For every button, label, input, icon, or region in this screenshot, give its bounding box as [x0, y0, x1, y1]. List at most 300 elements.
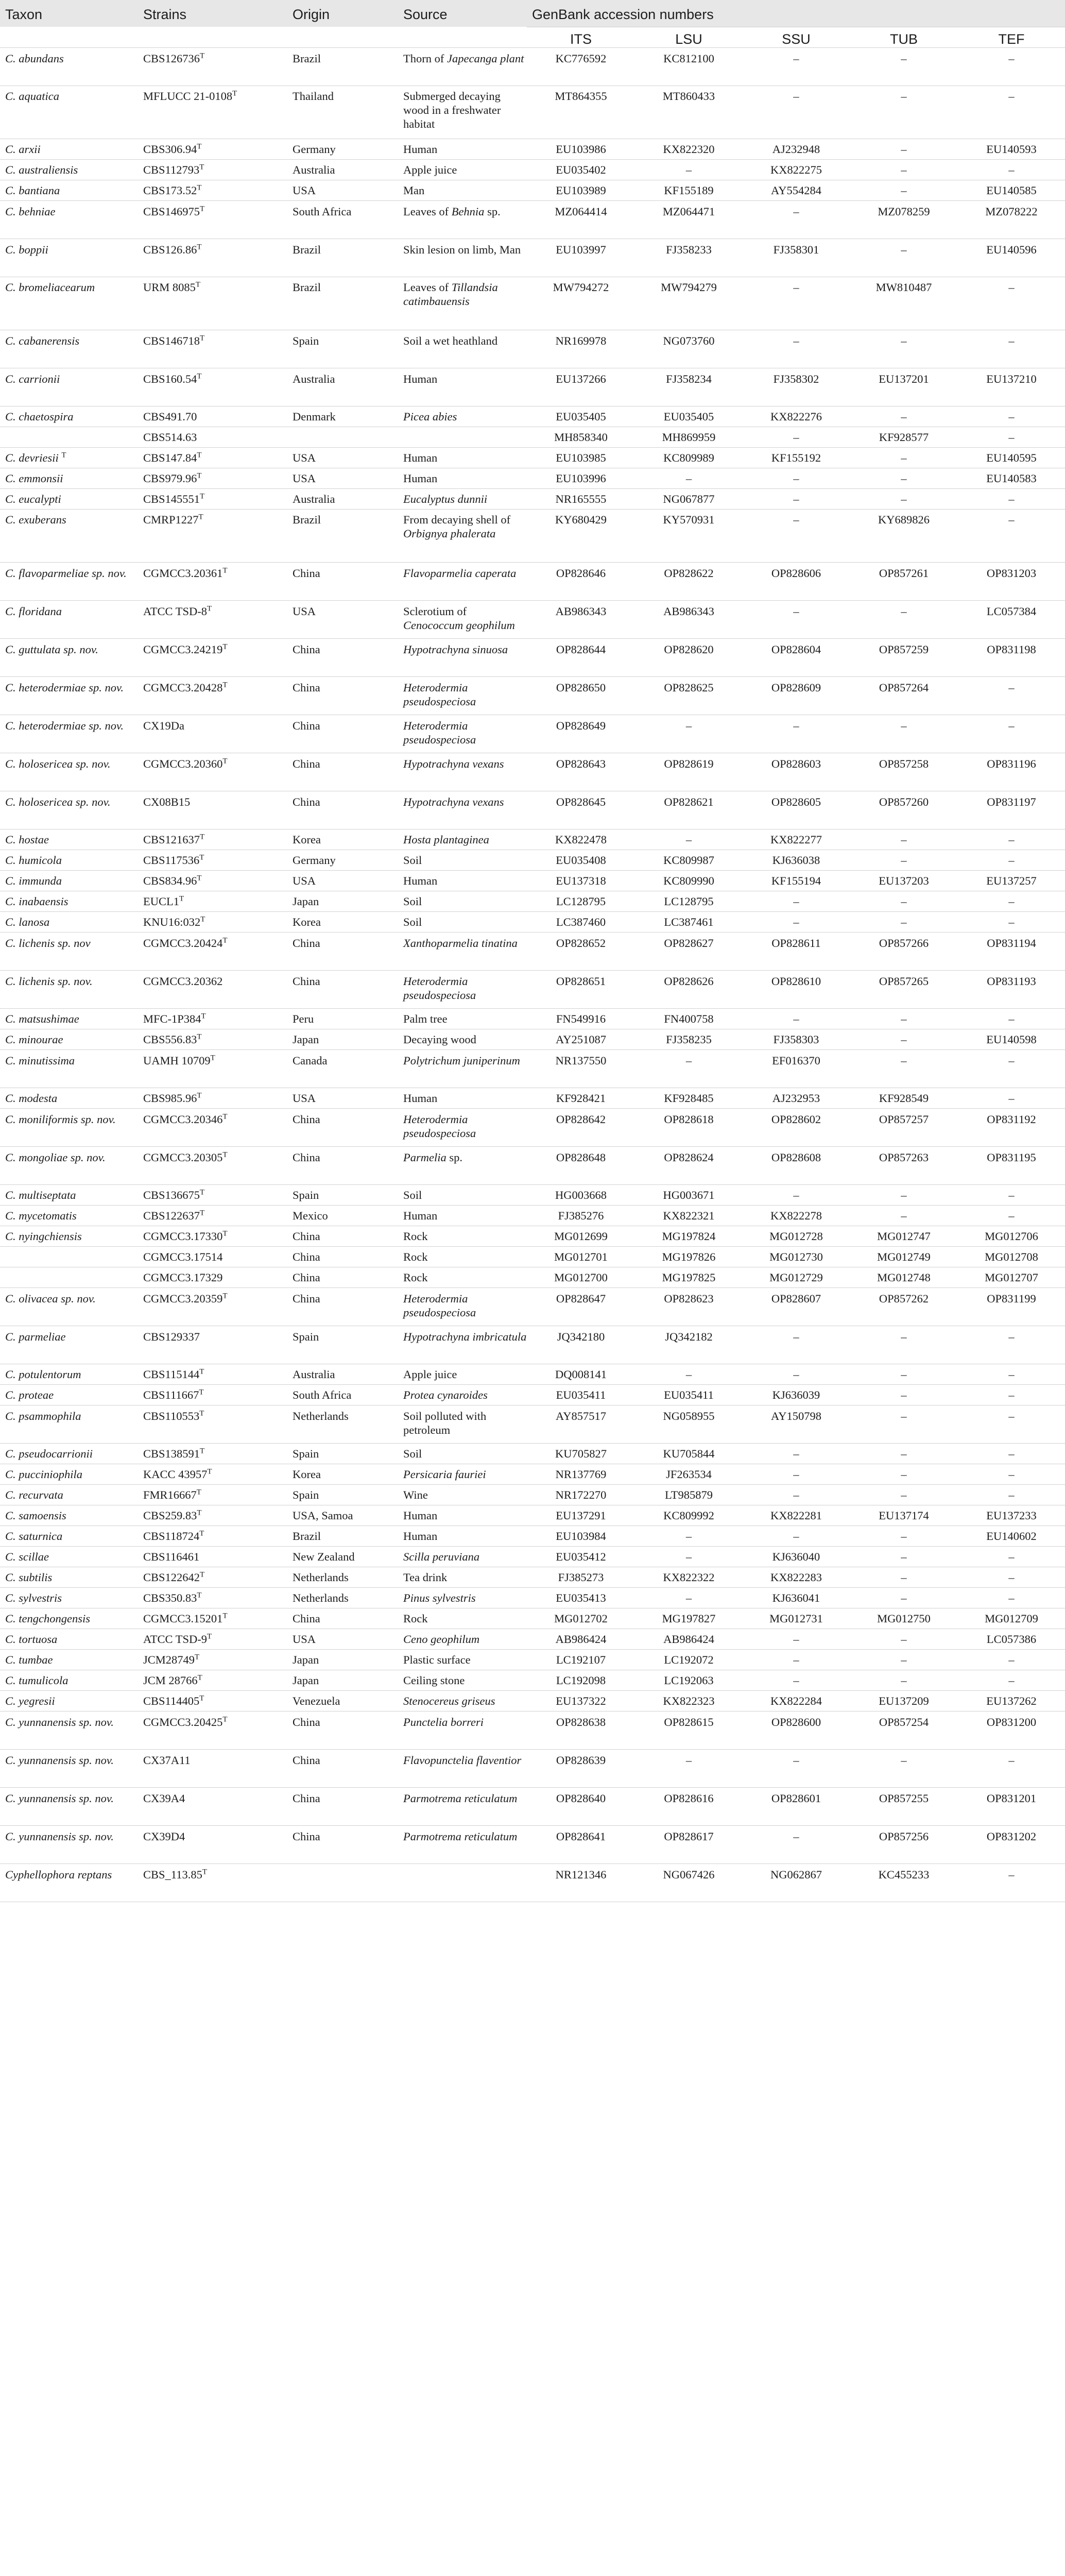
- cell-lsu: –: [685, 471, 692, 485]
- cell-tef: –: [1008, 1209, 1015, 1222]
- cell-strain: $CBS147.84^T$: [143, 451, 202, 464]
- cell-tef: OP831203: [986, 566, 1037, 580]
- cell-strain: $CGMCC3.20424^T$: [143, 936, 228, 950]
- cell-ssu: KJ636039: [772, 1388, 820, 1401]
- cell-tef: –: [1008, 1570, 1015, 1584]
- table-row: [0, 1246, 1065, 1267]
- cell-tef: –: [1008, 163, 1015, 176]
- cell-origin: Australia: [293, 492, 335, 505]
- cell-lsu: –: [685, 1367, 692, 1381]
- cell-origin: Netherlands: [293, 1409, 349, 1422]
- cell-tef: OP831194: [987, 936, 1036, 950]
- cell-lsu: LT985879: [665, 1488, 713, 1501]
- cell-ssu: MG012728: [769, 1229, 823, 1243]
- cell-taxon: C. tumulicola: [5, 1673, 68, 1687]
- header-spacer: [398, 27, 527, 47]
- cell-strain: $CBS110553^T$: [143, 1409, 204, 1422]
- table-row: [0, 1464, 1065, 1484]
- cell-tub: OP857263: [879, 1150, 929, 1164]
- cell-lsu: OP828615: [664, 1715, 714, 1728]
- cell-source: Wine: [403, 1488, 428, 1501]
- cell-tef: –: [1008, 833, 1015, 846]
- cell-tub: –: [901, 1032, 907, 1046]
- cell-tef: LC057386: [986, 1632, 1037, 1646]
- cell-origin: China: [293, 1829, 320, 1843]
- cell-tef: –: [1008, 1753, 1015, 1767]
- cell-taxon: C. subtilis: [5, 1570, 53, 1584]
- cell-taxon: C. modesta: [5, 1091, 58, 1105]
- cell-taxon: C. bromeliacearum: [5, 280, 95, 294]
- cell-strain: $CBS122637^T$: [143, 1209, 205, 1222]
- cell-tef: MZ078222: [985, 205, 1038, 218]
- cell-source: Tea drink: [403, 1570, 448, 1584]
- cell-tub: MG012749: [877, 1250, 931, 1263]
- table-row: [0, 1146, 1065, 1184]
- table-row: [0, 1649, 1065, 1670]
- cell-taxon: C. australiensis: [5, 163, 78, 176]
- cell-ssu: KF155192: [771, 451, 821, 464]
- cell-tef: MG012708: [985, 1250, 1038, 1263]
- cell-ssu: –: [793, 205, 799, 218]
- cell-its: OP828649: [556, 719, 606, 732]
- cell-taxon: C. behniae: [5, 205, 56, 218]
- cell-origin: Denmark: [293, 410, 336, 423]
- cell-tef: –: [1008, 1188, 1015, 1201]
- cell-ssu: –: [793, 492, 799, 505]
- cell-taxon: C. tortuosa: [5, 1632, 58, 1646]
- cell-ssu: –: [793, 1330, 799, 1343]
- cell-strain: URM $8085^T$: [143, 280, 201, 294]
- cell-lsu: KU705844: [663, 1447, 715, 1460]
- cell-source: Parmelia sp.: [403, 1150, 463, 1164]
- cell-strain: $CBS122642^T$: [143, 1570, 205, 1584]
- cell-its: EU137318: [556, 874, 606, 887]
- cell-tub: OP857255: [879, 1791, 929, 1805]
- cell-ssu: KX822275: [770, 163, 822, 176]
- cell-taxon: C. bantiana: [5, 183, 60, 197]
- cell-lsu: MG197824: [662, 1229, 716, 1243]
- cell-origin: Brazil: [293, 52, 321, 65]
- cell-source: Submerged decaying wood in a freshwater habitat: [403, 89, 501, 130]
- cell-lsu: MT860433: [662, 89, 715, 103]
- cell-lsu: KX822320: [663, 142, 715, 156]
- table-row: [0, 829, 1065, 850]
- cell-source: Xanthoparmelia tinatina: [403, 936, 518, 950]
- cell-its: NR172270: [555, 1488, 607, 1501]
- cell-tub: –: [901, 1591, 907, 1604]
- cell-strain: $EUCL1^T$: [143, 894, 184, 908]
- cell-taxon: C. nyingchiensis: [5, 1229, 82, 1243]
- table-row: [0, 1670, 1065, 1690]
- cell-origin: USA: [293, 471, 316, 485]
- cell-tef: EU137257: [986, 874, 1037, 887]
- cell-tub: KC455233: [878, 1868, 930, 1881]
- cell-source: Flavopunctelia flaventior: [403, 1753, 522, 1767]
- cell-ssu: –: [793, 1447, 799, 1460]
- cell-taxon: C. carrionii: [5, 372, 60, 385]
- cell-taxon: C. recurvata: [5, 1488, 63, 1501]
- cell-its: OP828638: [556, 1715, 606, 1728]
- cell-lsu: JQ342182: [665, 1330, 713, 1343]
- table-row: [0, 1787, 1065, 1825]
- cell-taxon: [0, 1246, 138, 1267]
- table-row: [0, 1287, 1065, 1326]
- cell-tef: OP831200: [986, 1715, 1037, 1728]
- cell-tub: –: [901, 163, 907, 176]
- cell-tub: –: [901, 410, 907, 423]
- cell-lsu: KC809989: [663, 451, 714, 464]
- cell-source: Human: [403, 471, 438, 485]
- cell-tef: EU140595: [986, 451, 1037, 464]
- cell-origin: New Zealand: [293, 1550, 355, 1563]
- cell-strain: $CBS173.52^T$: [143, 183, 202, 197]
- cell-strain: CGMCC3.20362: [143, 974, 223, 988]
- table-row: [0, 1326, 1065, 1364]
- cell-origin: Brazil: [293, 513, 321, 526]
- cell-taxon: C. cabanerensis: [5, 334, 80, 347]
- cell-ssu: –: [793, 1488, 799, 1501]
- table-row: [0, 47, 1065, 86]
- cell-origin: China: [293, 1150, 320, 1164]
- cell-its: OP828640: [556, 1791, 606, 1805]
- cell-its: EU103996: [556, 471, 606, 485]
- cell-its: DQ008141: [555, 1367, 607, 1381]
- cell-taxon: C. exuberans: [5, 513, 66, 526]
- cell-its: EU035413: [556, 1591, 606, 1604]
- table-row: [0, 447, 1065, 468]
- cell-strain: CBS129337: [143, 1330, 200, 1343]
- cell-origin: USA: [293, 604, 316, 618]
- cell-its: MW794272: [553, 280, 609, 294]
- cell-taxon: C. mongoliae sp. nov.: [5, 1150, 106, 1164]
- cell-tef: –: [1008, 410, 1015, 423]
- table-row: [0, 200, 1065, 239]
- cell-tub: –: [901, 894, 907, 908]
- cell-tub: –: [901, 1550, 907, 1563]
- cell-strain: $CBS979.96^T$: [143, 471, 202, 485]
- cell-taxon: C. minutissima: [5, 1054, 75, 1067]
- cell-source: Sclerotium of Cenococcum geophilum: [403, 604, 515, 632]
- cell-ssu: OP828607: [771, 1292, 821, 1305]
- table-row: [0, 1029, 1065, 1049]
- cell-ssu: KX822284: [770, 1694, 822, 1707]
- cell-strain: $CBS114405^T$: [143, 1694, 204, 1707]
- cell-tub: –: [901, 1188, 907, 1201]
- cell-strain: $CGMCC3.20346^T$: [143, 1112, 228, 1126]
- cell-tub: EU137203: [879, 874, 929, 887]
- cell-tef: EU140593: [986, 142, 1037, 156]
- cell-lsu: FN400758: [664, 1012, 714, 1025]
- table-row: [0, 676, 1065, 715]
- cell-ssu: OP828606: [771, 566, 821, 580]
- cell-strain: $CBS556.83^T$: [143, 1032, 202, 1046]
- cell-lsu: –: [685, 1591, 692, 1604]
- cell-source: Hypotrachyna vexans: [403, 757, 504, 770]
- cell-taxon: [0, 427, 138, 447]
- cell-strain: UAMH $10709^T$: [143, 1054, 215, 1067]
- cell-tef: –: [1008, 1653, 1015, 1666]
- cell-taxon: C. yunnanensis sp. nov.: [5, 1715, 114, 1728]
- cell-source: Hypotrachyna sinuosa: [403, 642, 508, 656]
- cell-source: Apple juice: [403, 163, 457, 176]
- cell-tub: MZ078259: [878, 205, 930, 218]
- cell-strain: $CBS138591^T$: [143, 1447, 205, 1460]
- cell-its: MT864355: [555, 89, 607, 103]
- cell-source: Rock: [403, 1270, 428, 1284]
- cell-tef: –: [1008, 1388, 1015, 1401]
- cell-origin: China: [293, 1753, 320, 1767]
- cell-lsu: JF263534: [666, 1467, 712, 1481]
- cell-tef: –: [1008, 1488, 1015, 1501]
- cell-tub: –: [901, 1753, 907, 1767]
- cell-source: Heterodermia pseudospeciosa: [403, 1112, 476, 1140]
- cell-ssu: KJ636041: [772, 1591, 820, 1604]
- cell-ssu: OP828610: [771, 974, 821, 988]
- table-row: [0, 791, 1065, 829]
- cell-origin: South Africa: [293, 205, 352, 218]
- cell-tub: MG012748: [877, 1270, 931, 1284]
- cell-strain: $CBS126.86^T$: [143, 243, 202, 256]
- cell-lsu: KF928485: [664, 1091, 714, 1105]
- header-spacer: [138, 27, 287, 47]
- cell-taxon: C. sylvestris: [5, 1591, 62, 1604]
- cell-its: OP828644: [556, 642, 606, 656]
- cell-taxon: C. potulentorum: [5, 1367, 81, 1381]
- cell-source: Man: [403, 183, 425, 197]
- cell-ssu: OP828605: [771, 795, 821, 808]
- cell-lsu: –: [685, 163, 692, 176]
- cell-tub: EU137209: [879, 1694, 929, 1707]
- cell-taxon: C. proteae: [5, 1388, 54, 1401]
- cell-ssu: –: [793, 719, 799, 732]
- cell-strain: MFC-$1P384^T$: [143, 1012, 206, 1025]
- cell-tub: –: [901, 1388, 907, 1401]
- cell-origin: China: [293, 566, 320, 580]
- table-row: [0, 1546, 1065, 1567]
- cell-strain: $CBS160.54^T$: [143, 372, 202, 385]
- cell-source: [398, 1863, 527, 1902]
- cell-source: Rock: [403, 1612, 428, 1625]
- cell-ssu: MG012731: [769, 1612, 823, 1625]
- cell-origin: Brazil: [293, 1529, 321, 1543]
- cell-taxon: C. emmonsii: [5, 471, 63, 485]
- cell-origin: Germany: [293, 142, 336, 156]
- cell-source: Skin lesion on limb, Man: [403, 243, 521, 256]
- cell-source: Human: [403, 142, 438, 156]
- cell-tub: OP857262: [879, 1292, 929, 1305]
- cell-ssu: OP828600: [771, 1715, 821, 1728]
- table-body: [0, 47, 1065, 1902]
- cell-tef: –: [1008, 1330, 1015, 1343]
- cell-strain: $CGMCC3.20428^T$: [143, 681, 228, 694]
- cell-its: LC192107: [556, 1653, 606, 1666]
- cell-taxon: C. psammophila: [5, 1409, 81, 1422]
- cell-its: AY251087: [556, 1032, 606, 1046]
- cell-lsu: LC192072: [664, 1653, 714, 1666]
- table-row: [0, 468, 1065, 488]
- cell-tef: EU140583: [986, 471, 1037, 485]
- cell-origin: Spain: [293, 1330, 319, 1343]
- cell-origin: China: [293, 974, 320, 988]
- cell-tef: EU140585: [986, 183, 1037, 197]
- cell-tef: –: [1008, 1673, 1015, 1687]
- table-row: [0, 1749, 1065, 1787]
- cell-source: Rock: [403, 1250, 428, 1263]
- cell-ssu: OP828608: [771, 1150, 821, 1164]
- cell-lsu: NG067877: [663, 492, 715, 505]
- cell-lsu: NG058955: [663, 1409, 715, 1422]
- cell-strain: JCM $28766^T$: [143, 1673, 202, 1687]
- cell-lsu: KX822321: [663, 1209, 715, 1222]
- cell-tef: –: [1008, 1409, 1015, 1422]
- cell-lsu: OP828617: [664, 1829, 714, 1843]
- cell-strain: $CGMCC3.20305^T$: [143, 1150, 228, 1164]
- cell-source: Heterodermia pseudospeciosa: [403, 1292, 476, 1319]
- cell-lsu: EU035411: [664, 1388, 714, 1401]
- cell-origin: Korea: [293, 833, 321, 846]
- table-row: [0, 753, 1065, 791]
- cell-its: OP828652: [556, 936, 606, 950]
- cell-origin: China: [293, 1292, 320, 1305]
- table-row: [0, 1226, 1065, 1246]
- cell-origin: Australia: [293, 372, 335, 385]
- cell-strain: $CBS146975^T$: [143, 205, 205, 218]
- cell-ssu: NG062867: [770, 1868, 822, 1881]
- cell-tef: –: [1008, 1367, 1015, 1381]
- cell-strain: $CBS146718^T$: [143, 334, 205, 347]
- cell-tef: –: [1008, 492, 1015, 505]
- cell-tub: –: [901, 1488, 907, 1501]
- cell-its: NR169978: [555, 334, 607, 347]
- cell-strain: $CBS834.96^T$: [143, 874, 202, 887]
- cell-source: [398, 427, 527, 447]
- cell-taxon: C. humicola: [5, 853, 62, 867]
- cell-lsu: NG067426: [663, 1868, 715, 1881]
- cell-tub: –: [901, 833, 907, 846]
- cell-its: LC192098: [556, 1673, 606, 1687]
- cell-lsu: NG073760: [663, 334, 715, 347]
- cell-strain: CX39A4: [143, 1791, 185, 1805]
- cell-source: Palm tree: [403, 1012, 448, 1025]
- cell-its: LC387460: [556, 915, 606, 928]
- cell-source: From decaying shell of Orbignya phalerata: [403, 513, 511, 540]
- cell-tef: –: [1008, 681, 1015, 694]
- cell-its: MG012700: [554, 1270, 608, 1284]
- cell-taxon: C. samoensis: [5, 1509, 66, 1522]
- cell-taxon: C. pucciniophila: [5, 1467, 82, 1481]
- header-genbank: GenBank accession numbers: [527, 0, 1065, 27]
- cell-source: Stenocereus griseus: [403, 1694, 495, 1707]
- cell-strain: $CGMCC3.20359^T$: [143, 1292, 228, 1305]
- table-row: [0, 488, 1065, 509]
- cell-its: OP828641: [556, 1829, 606, 1843]
- cell-ssu: OP828609: [771, 681, 821, 694]
- cell-ssu: AJ232948: [772, 142, 820, 156]
- cell-ssu: –: [793, 513, 799, 526]
- cell-strain: CBS116461: [143, 1550, 200, 1563]
- cell-source: Soil: [403, 1447, 422, 1460]
- cell-source: Parmotrema reticulatum: [403, 1791, 518, 1805]
- cell-ssu: –: [793, 1467, 799, 1481]
- cell-its: EU103989: [556, 183, 606, 197]
- cell-origin: China: [293, 1112, 320, 1126]
- cell-ssu: FJ358303: [773, 1032, 819, 1046]
- cell-taxon: C. multiseptata: [5, 1188, 76, 1201]
- cell-its: OP828639: [556, 1753, 606, 1767]
- table-row: [0, 562, 1065, 600]
- cell-taxon: C. chaetospira: [5, 410, 74, 423]
- cell-lsu: OP828627: [664, 936, 714, 950]
- header-origin: Origin: [287, 0, 398, 27]
- cell-strain: $CBS259.83^T$: [143, 1509, 202, 1522]
- cell-strain: $CBS121637^T$: [143, 833, 205, 846]
- cell-tef: EU137210: [986, 372, 1037, 385]
- cell-lsu: OP828623: [664, 1292, 714, 1305]
- cell-ssu: –: [793, 1188, 799, 1201]
- cell-its: OP828646: [556, 566, 606, 580]
- cell-lsu: AB986424: [663, 1632, 714, 1646]
- cell-lsu: KC812100: [663, 52, 714, 65]
- cell-origin: Netherlands: [293, 1591, 349, 1604]
- cell-taxon: [0, 1267, 138, 1287]
- cell-lsu: MW794279: [661, 280, 717, 294]
- table-row: [0, 891, 1065, 911]
- cell-tef: –: [1008, 1447, 1015, 1460]
- cell-its: OP828650: [556, 681, 606, 694]
- cell-its: AY857517: [556, 1409, 606, 1422]
- cell-strain: $CBS126736^T$: [143, 52, 205, 65]
- cell-strain: $FMR16667^T$: [143, 1488, 201, 1501]
- cell-origin: Japan: [293, 1653, 319, 1666]
- cell-tub: EU137201: [879, 372, 929, 385]
- cell-its: EU103986: [556, 142, 606, 156]
- cell-source: Polytrichum juniperinum: [403, 1054, 520, 1067]
- cell-source: Soil: [403, 915, 422, 928]
- cell-its: OP828642: [556, 1112, 606, 1126]
- cell-tef: MG012706: [985, 1229, 1038, 1243]
- cell-tub: OP857254: [879, 1715, 929, 1728]
- cell-ssu: FJ358302: [773, 372, 819, 385]
- cell-origin: Australia: [293, 1367, 335, 1381]
- cell-tef: OP831201: [986, 1791, 1037, 1805]
- cell-source: Hosta plantaginea: [403, 833, 489, 846]
- cell-lsu: HG003671: [663, 1188, 715, 1201]
- cell-lsu: MG197825: [662, 1270, 716, 1284]
- cell-origin: Brazil: [293, 243, 321, 256]
- cell-taxon: C. lichenis sp. nov.: [5, 974, 93, 988]
- cell-tub: –: [901, 1330, 907, 1343]
- table-row: [0, 911, 1065, 932]
- cell-lsu: FJ358235: [666, 1032, 712, 1046]
- cell-ssu: –: [793, 1529, 799, 1543]
- cell-tub: –: [901, 1673, 907, 1687]
- cell-tef: EU137233: [986, 1509, 1037, 1522]
- cell-ssu: KX822277: [770, 833, 822, 846]
- cell-origin: China: [293, 719, 320, 732]
- header-tub: TUB: [850, 27, 958, 47]
- cell-tub: OP857266: [879, 936, 929, 950]
- cell-tub: –: [901, 719, 907, 732]
- cell-lsu: LC387461: [664, 915, 714, 928]
- cell-source: Punctelia borreri: [403, 1715, 484, 1728]
- cell-origin: USA: [293, 1632, 316, 1646]
- cell-origin: USA: [293, 874, 316, 887]
- cell-ssu: –: [793, 1632, 799, 1646]
- cell-source: Scilla peruviana: [403, 1550, 480, 1563]
- cell-its: AB986424: [555, 1632, 607, 1646]
- cell-source: Parmotrema reticulatum: [403, 1829, 518, 1843]
- cell-ssu: –: [793, 894, 799, 908]
